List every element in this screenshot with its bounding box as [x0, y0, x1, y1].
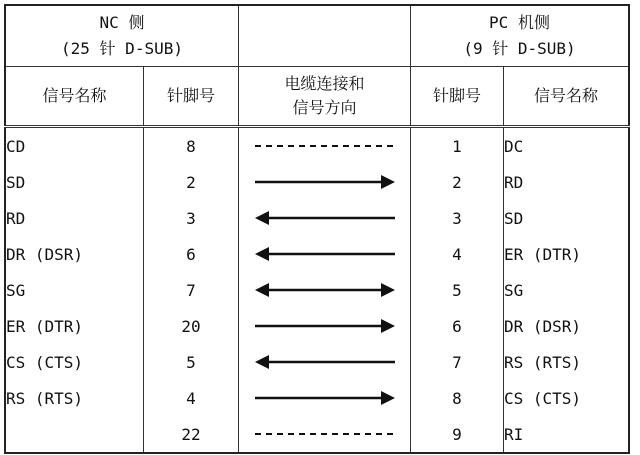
pc-pin-cell: 5	[411, 272, 504, 308]
pc-pin-cell: 3	[411, 200, 504, 236]
table-row	[5, 272, 629, 308]
dashed-line-icon	[239, 419, 410, 449]
direction-cell	[239, 164, 411, 200]
pc-pin-header: 针脚号	[411, 67, 504, 127]
pc-signal-name-header: 信号名称	[504, 67, 630, 127]
direction-cell	[239, 200, 411, 236]
pc-pin-cell: 2	[411, 164, 504, 200]
arrow-left-icon	[239, 239, 410, 269]
table-row	[5, 308, 629, 344]
pc-side-subtitle: (9 针 D-SUB)	[463, 39, 576, 58]
nc-signal-cell: SG	[5, 272, 144, 308]
direction-cell	[239, 380, 411, 416]
nc-pin-cell: 6	[144, 236, 239, 272]
direction-cell	[239, 416, 411, 453]
table-row	[5, 200, 629, 236]
nc-signal-cell: CS (CTS)	[5, 344, 144, 380]
blank-header-cell	[239, 5, 411, 67]
pc-signal-cell: SD	[504, 200, 630, 236]
nc-signal-cell: DR (DSR)	[5, 236, 144, 272]
direction-cell	[239, 308, 411, 344]
pc-signal-cell: SG	[504, 272, 630, 308]
nc-pin-cell: 4	[144, 380, 239, 416]
arrow-both-icon	[239, 275, 410, 305]
table-body	[5, 5, 629, 453]
nc-signal-cell: RD	[5, 200, 144, 236]
pc-pin-cell: 1	[411, 127, 504, 165]
cable-header-line2: 信号方向	[292, 98, 357, 117]
pc-pin-cell: 4	[411, 236, 504, 272]
arrow-right-icon	[239, 167, 410, 197]
header-row-columns	[5, 67, 629, 127]
arrow-right-icon	[239, 383, 410, 413]
nc-side-subtitle: (25 针 D-SUB)	[61, 39, 183, 58]
pc-signal-cell: CS (CTS)	[504, 380, 630, 416]
pc-signal-cell: RD	[504, 164, 630, 200]
pc-signal-cell: DC	[504, 127, 630, 165]
nc-pin-cell: 20	[144, 308, 239, 344]
table-row	[5, 164, 629, 200]
nc-pin-cell: 2	[144, 164, 239, 200]
direction-cell	[239, 344, 411, 380]
arrow-left-icon	[239, 203, 410, 233]
table-row	[5, 236, 629, 272]
table-row	[5, 380, 629, 416]
nc-pin-header: 针脚号	[144, 67, 239, 127]
pc-pin-cell: 8	[411, 380, 504, 416]
table-row	[5, 344, 629, 380]
nc-pin-cell: 8	[144, 127, 239, 165]
nc-signal-cell: ER (DTR)	[5, 308, 144, 344]
nc-signal-cell: SD	[5, 164, 144, 200]
pc-signal-cell: RI	[504, 416, 630, 453]
header-row-sides	[5, 5, 629, 67]
nc-side-header	[5, 5, 239, 67]
nc-side-title: NC 侧	[99, 13, 145, 32]
arrow-left-icon	[239, 347, 410, 377]
table-row	[5, 416, 629, 453]
pc-signal-cell: ER (DTR)	[504, 236, 630, 272]
cable-header-line1: 电缆连接和	[284, 74, 365, 93]
table-row	[5, 127, 629, 165]
pc-side-header	[411, 5, 630, 67]
pc-side-title: PC 机侧	[489, 13, 550, 32]
pin-mapping-table	[4, 4, 630, 454]
direction-cell	[239, 236, 411, 272]
nc-signal-cell: RS (RTS)	[5, 380, 144, 416]
nc-signal-cell	[5, 416, 144, 453]
nc-pin-cell: 3	[144, 200, 239, 236]
pc-pin-cell: 6	[411, 308, 504, 344]
cable-direction-header	[239, 67, 411, 127]
pc-pin-cell: 7	[411, 344, 504, 380]
nc-pin-cell: 22	[144, 416, 239, 453]
direction-cell	[239, 272, 411, 308]
arrow-right-icon	[239, 311, 410, 341]
pc-signal-cell: RS (RTS)	[504, 344, 630, 380]
nc-pin-cell: 5	[144, 344, 239, 380]
pc-signal-cell: DR (DSR)	[504, 308, 630, 344]
nc-signal-cell: CD	[5, 127, 144, 165]
pc-pin-cell: 9	[411, 416, 504, 453]
nc-signal-name-header: 信号名称	[5, 67, 144, 127]
dashed-line-icon	[239, 131, 410, 161]
nc-pin-cell: 7	[144, 272, 239, 308]
direction-cell	[239, 127, 411, 165]
